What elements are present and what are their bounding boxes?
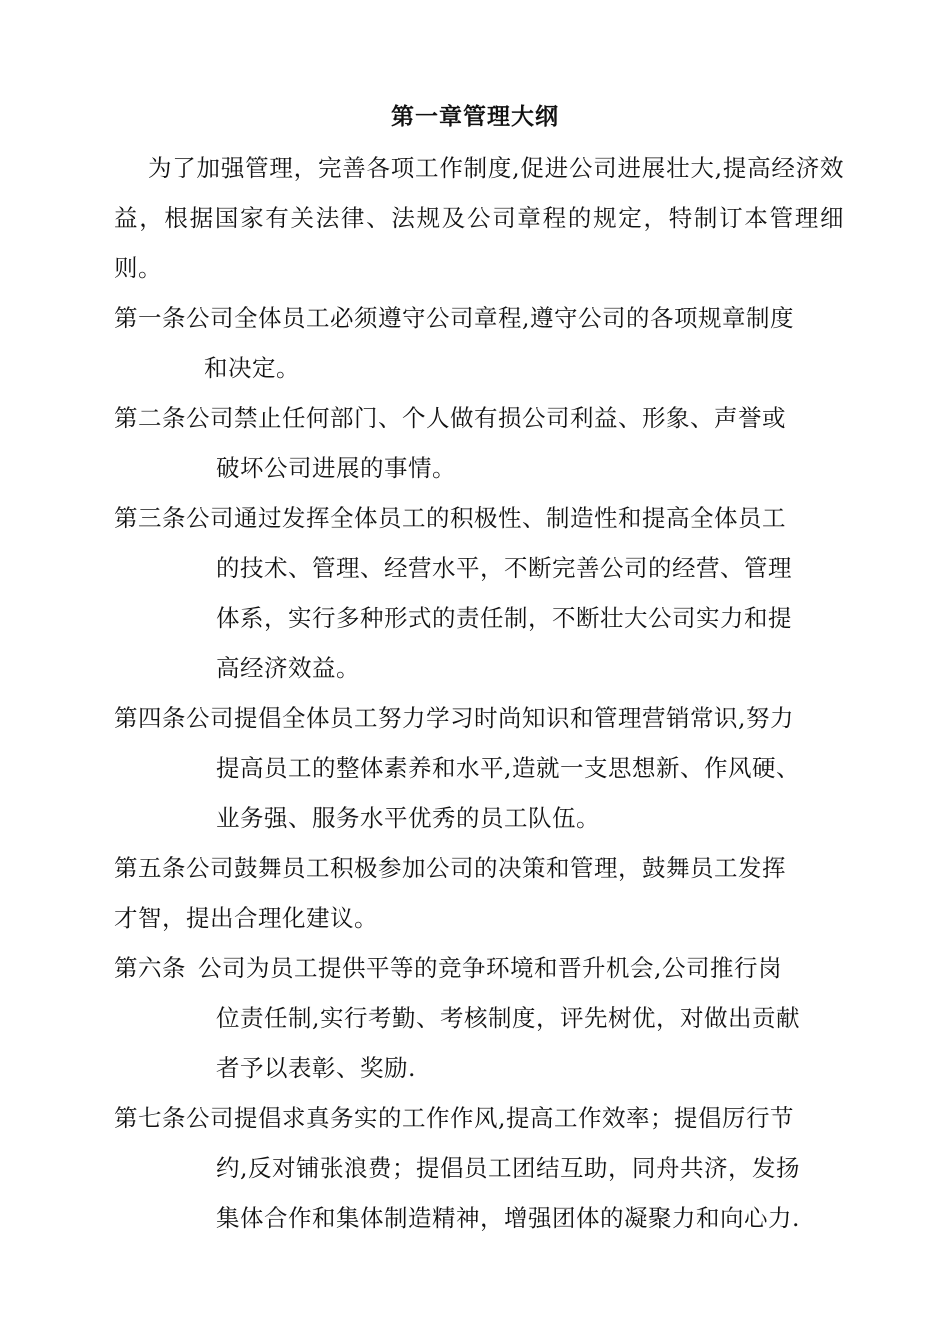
chapter-title: 第一章管理大纲 bbox=[391, 104, 559, 130]
article-label: 第三条 bbox=[114, 504, 186, 532]
article-text: 集体合作和集体制造精神，增强团体的凝聚力和向心力. bbox=[216, 1204, 800, 1232]
intro-line: 济效益，根据国家有关法律、法规及公司章程的规定，特制订本 bbox=[114, 154, 844, 232]
article-label: 第一条 bbox=[114, 304, 186, 332]
article-5 bbox=[114, 843, 844, 943]
article-text: 位责任制,实行考勤、考核制度，评先树优，对做出贡献 bbox=[216, 1004, 800, 1032]
article-text: 公司鼓舞员工积极参加公司的决策和管理，鼓舞员工发挥 bbox=[186, 854, 786, 882]
article-text: 公司为员工提供平等的竞争环境和晋升机会,公司推行岗 bbox=[198, 954, 782, 982]
article-text: 体系，实行多种形式的责任制，不断壮大公司实力和提 bbox=[216, 604, 792, 632]
article-text: 约,反对铺张浪费；提倡员工团结互助，同舟共济，发扬 bbox=[216, 1154, 800, 1182]
article-first-line bbox=[114, 1093, 844, 1143]
article-label: 第六条 bbox=[114, 954, 186, 982]
article-label: 第四条 bbox=[114, 704, 186, 732]
article-text: 业务强、服务水平优秀的员工队伍。 bbox=[216, 804, 600, 832]
article-first-line bbox=[114, 693, 844, 743]
article-text: 的技术、管理、经营水平，不断完善公司的经营、管理 bbox=[216, 554, 792, 582]
article-text: 公司通过发挥全体员工的积极性、制造性和提高全体员工 bbox=[186, 504, 786, 532]
intro-paragraph bbox=[114, 143, 844, 293]
article-text: 者予以表彰、奖励. bbox=[216, 1054, 416, 1082]
article-text: 破坏公司进展的事情。 bbox=[216, 454, 456, 482]
article-text: 和决定。 bbox=[204, 354, 300, 382]
article-first-line bbox=[114, 943, 844, 993]
article-first-line bbox=[114, 493, 844, 543]
article-text: 才智，提出合理化建议。 bbox=[114, 904, 378, 932]
article-label: 第七条 bbox=[114, 1104, 186, 1132]
article-first-line bbox=[114, 843, 844, 893]
article-first-line bbox=[114, 293, 844, 343]
article-4 bbox=[114, 693, 844, 843]
article-7 bbox=[114, 1093, 844, 1243]
article-text: 高经济效益。 bbox=[216, 654, 360, 682]
article-6 bbox=[114, 943, 844, 1093]
article-label: 第二条 bbox=[114, 404, 186, 432]
article-first-line bbox=[114, 393, 844, 443]
article-text: 公司禁止任何部门、个人做有损公司利益、形象、声誉或 bbox=[186, 404, 786, 432]
intro-line: 为了加强管理，完善各项工作制度,促进公司进展壮大,提高经 bbox=[148, 154, 796, 182]
intro-line: 管理细则。 bbox=[114, 204, 845, 282]
article-label: 第五条 bbox=[114, 854, 186, 882]
article-2 bbox=[114, 393, 844, 493]
article-text: 公司提倡求真务实的工作作风,提高工作效率；提倡厉行节 bbox=[186, 1104, 794, 1132]
article-text: 公司全体员工必须遵守公司章程,遵守公司的各项规章制度 bbox=[186, 304, 794, 332]
article-text: 公司提倡全体员工努力学习时尚知识和管理营销常识,努力 bbox=[186, 704, 794, 732]
article-3 bbox=[114, 493, 844, 693]
article-text: 提高员工的整体素养和水平,造就一支思想新、作风硬、 bbox=[216, 754, 800, 782]
article-1 bbox=[114, 293, 844, 393]
